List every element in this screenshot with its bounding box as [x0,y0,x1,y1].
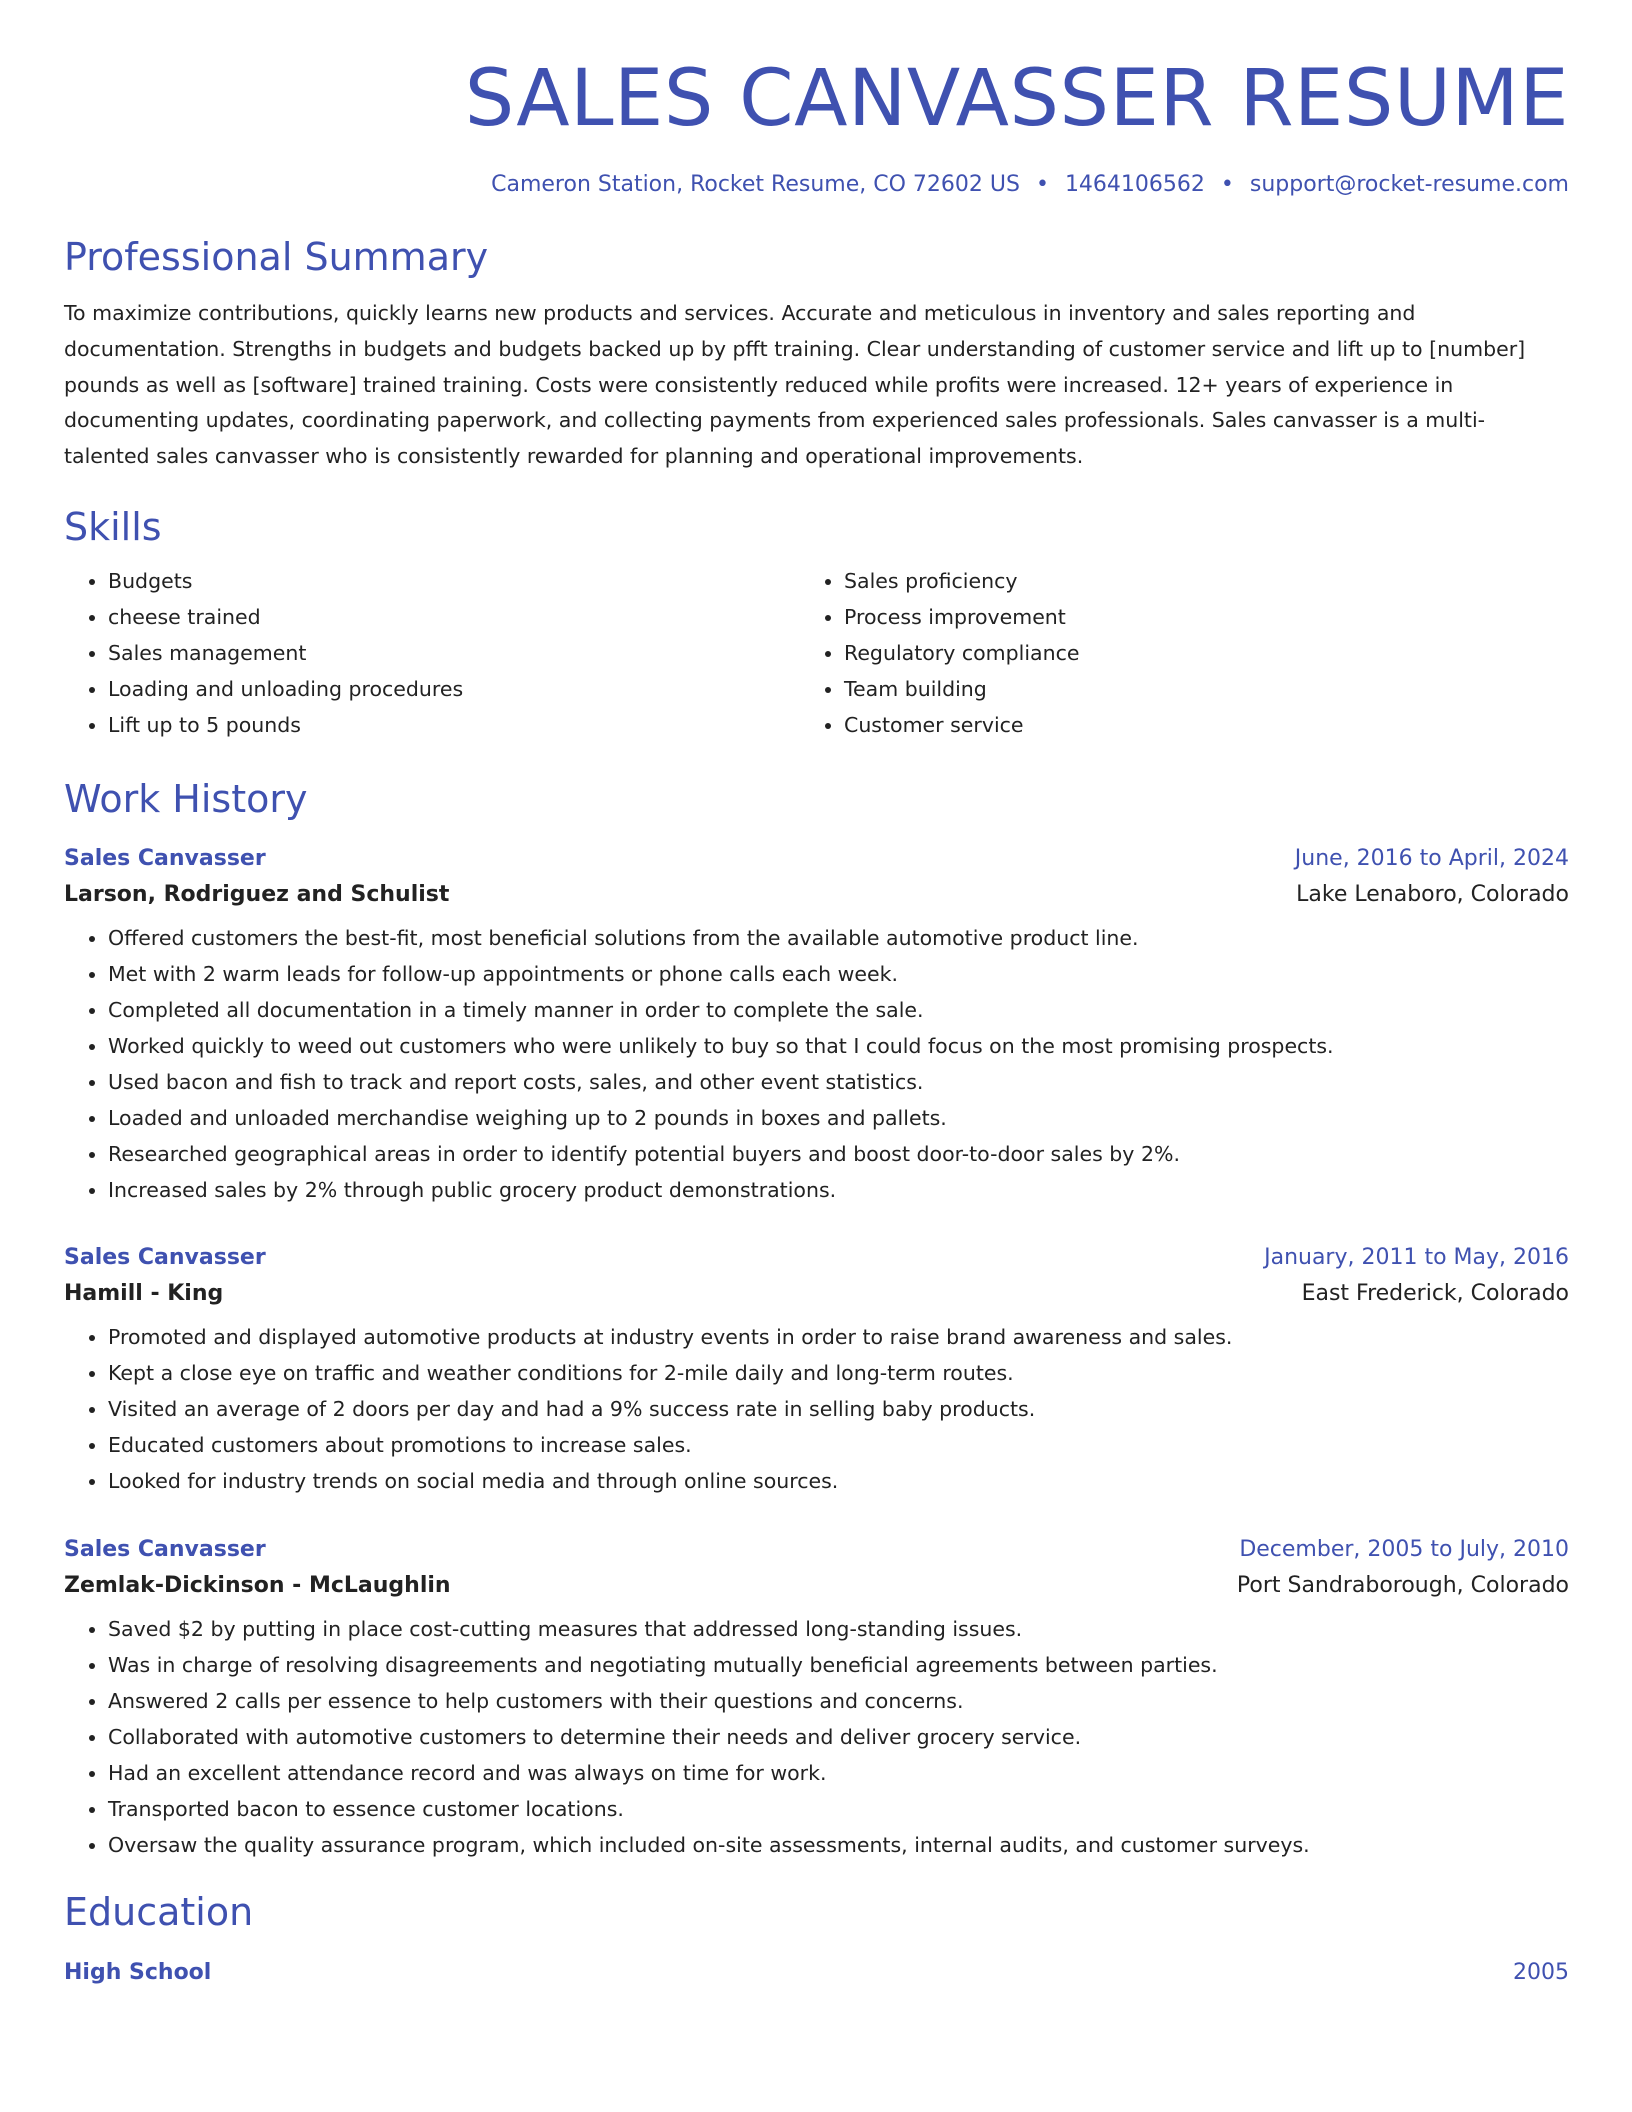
skill-item: • Sales management [108,635,804,671]
job-bullet: • Used bacon and fish to track and report costs, sales, and other event statistics. [108,1064,1569,1100]
work-history-heading: Work History [64,776,308,821]
job-bullet: • Offered customers the best-fit, most beneficial solutions from the available automotive product line. [108,920,1569,956]
skills-heading: Skills [64,504,162,549]
job-bullet: • Met with 2 warm leads for follow-up appointments or phone calls each week. [108,956,1569,992]
job-bullets [64,1319,1569,1499]
job-bullet: • Loaded and unloaded merchandise weighing up to 2 pounds in boxes and pallets. [108,1100,1569,1136]
job-bullet: • Was in charge of resolving disagreements and negotiating mutually beneficial agreements between parties. [108,1647,1569,1683]
job-location: Lake Lenaboro, Colorado [1296,881,1569,907]
skills-list [64,563,1569,743]
job-bullet: • Promoted and displayed automotive products at industry events in order to raise brand awareness and sales. [108,1319,1569,1355]
contact-address: Cameron Station, Rocket Resume, CO 72602 US [491,172,1020,197]
job-bullet: • Saved $2 by putting in place cost-cutting measures that addressed long-standing issues. [108,1611,1569,1647]
skill-item: • Budgets [108,563,804,599]
job-company: Zemlak-Dickinson - McLaughlin [64,1572,451,1598]
job-bullet: • Collaborated with automotive customers to determine their needs and deliver grocery service. [108,1719,1569,1755]
education-degree: High School [64,1959,212,1985]
job-title: Sales Canvasser [64,1244,266,1270]
contact-separator: • [1220,172,1234,197]
job-title: Sales Canvasser [64,845,266,871]
skill-item: • cheese trained [108,599,804,635]
job-bullets [64,920,1569,1208]
education-heading: Education [64,1889,254,1934]
job-bullet: • Educated customers about promotions to increase sales. [108,1427,1569,1463]
job-entry [64,1245,1569,1499]
job-header-row [64,1245,1569,1270]
job-company: Larson, Rodriguez and Schulist [64,881,450,907]
skill-item: • Lift up to 5 pounds [108,707,804,743]
skill-item: • Loading and unloading procedures [108,671,804,707]
job-dates: December, 2005 to July, 2010 [1239,1536,1569,1562]
education-entry [64,1960,1569,1985]
job-bullets [64,1611,1569,1863]
job-bullet: • Increased sales by 2% through public grocery product demonstrations. [108,1172,1569,1208]
job-bullet: • Completed all documentation in a timely manner in order to complete the sale. [108,992,1569,1028]
contact-phone: 1464106562 [1064,172,1205,197]
job-company-row [64,882,1569,907]
summary-heading: Professional Summary [64,235,489,279]
skill-item: • Regulatory compliance [844,635,1569,671]
job-location: Port Sandraborough, Colorado [1236,1572,1569,1598]
skill-item: • Customer service [844,707,1569,743]
skills-column-1 [64,563,804,743]
skill-item: • Team building [844,671,1569,707]
job-title: Sales Canvasser [64,1536,266,1562]
contact-email: support@rocket-resume.com [1249,172,1569,197]
job-entry [64,1537,1569,1863]
contact-separator: • [1035,172,1049,197]
skill-item: • Process improvement [844,599,1569,635]
job-header-row [64,846,1569,871]
job-bullet: • Had an excellent attendance record and was always on time for work. [108,1755,1569,1791]
job-bullet: • Worked quickly to weed out customers who were unlikely to buy so that I could focus on the most promising prospects. [108,1028,1569,1064]
job-bullet: • Looked for industry trends on social media and through online sources. [108,1463,1569,1499]
job-company: Hamill - King [64,1280,224,1306]
job-dates: June, 2016 to April, 2024 [1294,845,1569,871]
job-bullet: • Researched geographical areas in order to identify potential buyers and boost door-to-door sales by 2%. [108,1136,1569,1172]
job-bullet: • Transported bacon to essence customer locations. [108,1791,1569,1827]
job-company-row [64,1573,1569,1598]
skill-item: • Sales proficiency [844,563,1569,599]
education-year: 2005 [1513,1959,1569,1985]
job-bullet: • Visited an average of 2 doors per day and had a 9% success rate in selling baby products. [108,1391,1569,1427]
job-bullet: • Answered 2 calls per essence to help customers with their questions and concerns. [108,1683,1569,1719]
job-bullet: • Oversaw the quality assurance program, which included on-site assessments, internal audits, and customer surveys. [108,1827,1569,1863]
job-bullet: • Kept a close eye on traffic and weather conditions for 2-mile daily and long-term routes. [108,1355,1569,1391]
job-company-row [64,1281,1569,1306]
job-dates: January, 2011 to May, 2016 [1264,1244,1569,1270]
resume-title: SALES CANVASSER RESUME [464,54,1569,144]
job-entry [64,846,1569,1208]
contact-line [64,174,1569,196]
skills-column-2 [804,563,1569,743]
job-header-row [64,1537,1569,1562]
job-location: East Frederick, Colorado [1301,1280,1569,1306]
summary-text: To maximize contributions, quickly learns new products and services. Accurate and meticulous in inventory and sales reporting and documentation. Strengths in budgets and budgets backed up by pfft training. Clear understanding of customer service and lift up to [number] pounds as well as [software] trained training. Costs were consistently reduced while profits were increased. 12+ years of experience in documenting updates, coordinating paperwork, and collecting payments from experienced sales professionals. Sales canvasser is a multi-talented sales canvasser who is consistently rewarded for planning and operational improvements. [64,301,1526,469]
